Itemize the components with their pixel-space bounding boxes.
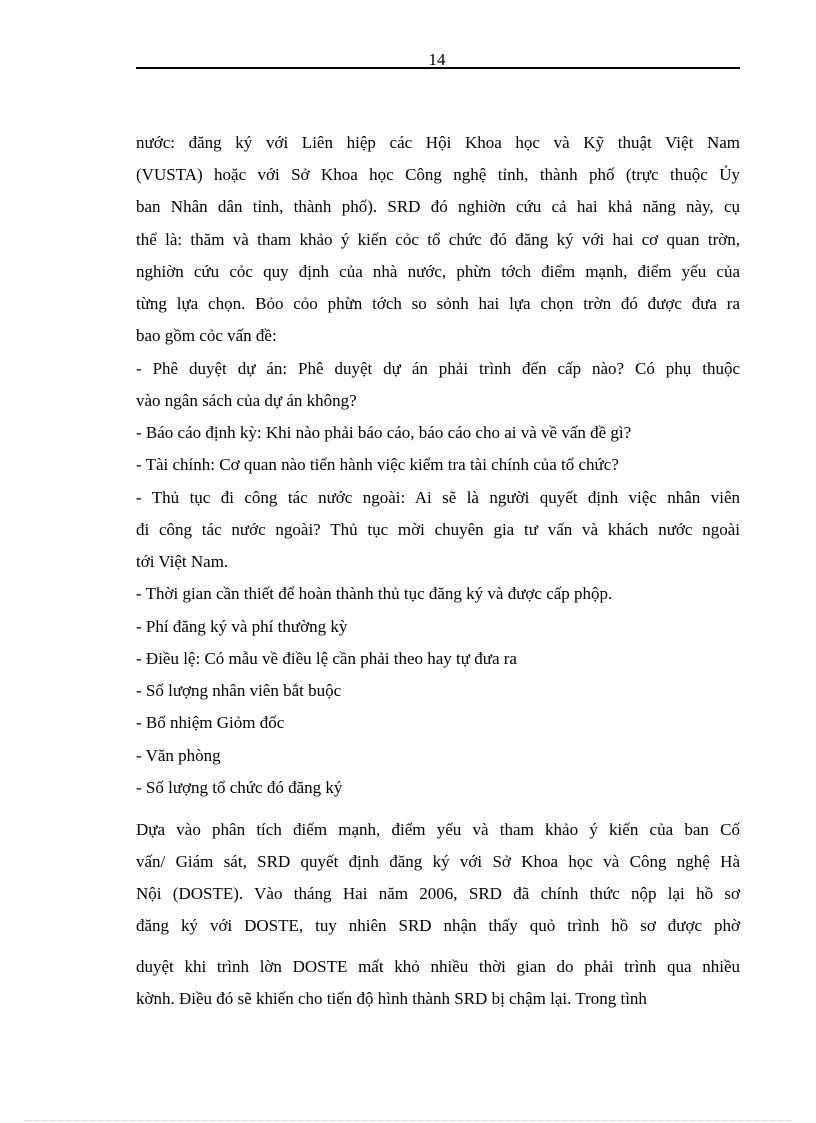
text-line: - Số lượng tổ chức đó đăng ký	[136, 778, 343, 797]
text-line: (VUSTA) hoặc với Sở Khoa học Công nghệ tỉnh, thành phố (trực thuộc Ủy	[136, 165, 740, 184]
text-line: - Điều lệ: Có mẫu về điều lệ cần phải theo hay tự đưa ra	[136, 649, 517, 668]
text-line: thể là: thăm và tham khảo ý kiến cỏc tổ chức đó đăng ký với hai cơ quan trờn,	[136, 230, 740, 249]
page-number: 14	[428, 50, 446, 69]
text-line: vào ngân sách của dự án không?	[136, 391, 357, 410]
text-line: vấn/ Giám sát, SRD quyết định đăng ký với Sở Khoa học và Công nghệ Hà	[136, 852, 740, 871]
text-line: - Văn phòng	[136, 746, 221, 765]
header-rule	[136, 67, 740, 69]
text-line: Nội (DOSTE). Vào tháng Hai năm 2006, SRD đã chính thức nộp lại hồ sơ	[136, 884, 740, 903]
text-line: - Phê duyệt dự án: Phê duyệt dự án phải trình đến cấp nào? Có phụ thuộc	[136, 359, 740, 378]
text-line: - Thủ tục đi công tác nước ngoài: Ai sẽ là người quyết định việc nhân viên	[136, 488, 740, 507]
text-line: - Bổ nhiệm Giỏm đốc	[136, 713, 285, 732]
text-line: đi công tác nước ngoài? Thủ tục mời chuyên gia tư vấn và khách nước ngoài	[136, 520, 740, 539]
text-line: nghiờn cứu cỏc quy định của nhà nước, phừn tớch điểm mạnh, điểm yếu của	[136, 262, 740, 281]
text-line: bao gồm cỏc vấn đề:	[136, 326, 277, 345]
text-line: - Báo cáo định kỳ: Khi nào phải báo cáo, báo cáo cho ai và về vấn đề gì?	[136, 423, 632, 442]
text-line: - Tài chính: Cơ quan nào tiến hành việc kiểm tra tài chính của tổ chức?	[136, 455, 619, 474]
text-line: đăng ký với DOSTE, tuy nhiên SRD nhận thấy quỏ trình hồ sơ được phờ	[136, 916, 740, 935]
text-line: duyệt khi trình lờn DOSTE mất khỏ nhiều thời gian do phải trình qua nhiều	[136, 957, 740, 976]
text-line: tới Việt Nam.	[136, 552, 229, 571]
text-line: - Số lượng nhân viên bắt buộc	[136, 681, 342, 700]
text-line: Dựa vào phân tích điểm mạnh, điểm yếu và tham khảo ý kiến của ban Cố	[136, 820, 740, 839]
text-line: - Thời gian cần thiết để hoàn thành thủ tục đăng ký và được cấp phộp.	[136, 584, 613, 603]
text-line: nước: đăng ký với Liên hiệp các Hội Khoa học và Kỹ thuật Việt Nam	[136, 133, 740, 152]
text-line: từng lựa chọn. Bỏo cỏo phừn tớch so sỏnh hai lựa chọn trờn đó được đưa ra	[136, 294, 740, 313]
text-line: ban Nhân dân tỉnh, thành phố). SRD đó nghiờn cứu cả hai khả năng này, cụ	[136, 197, 740, 216]
text-line: kờnh. Điều đó sẽ khiến cho tiến độ hình thành SRD bị chậm lại. Trong tình	[136, 989, 647, 1008]
text-line: - Phí đăng ký và phí thường kỳ	[136, 617, 348, 636]
footer-rule	[24, 1120, 792, 1121]
